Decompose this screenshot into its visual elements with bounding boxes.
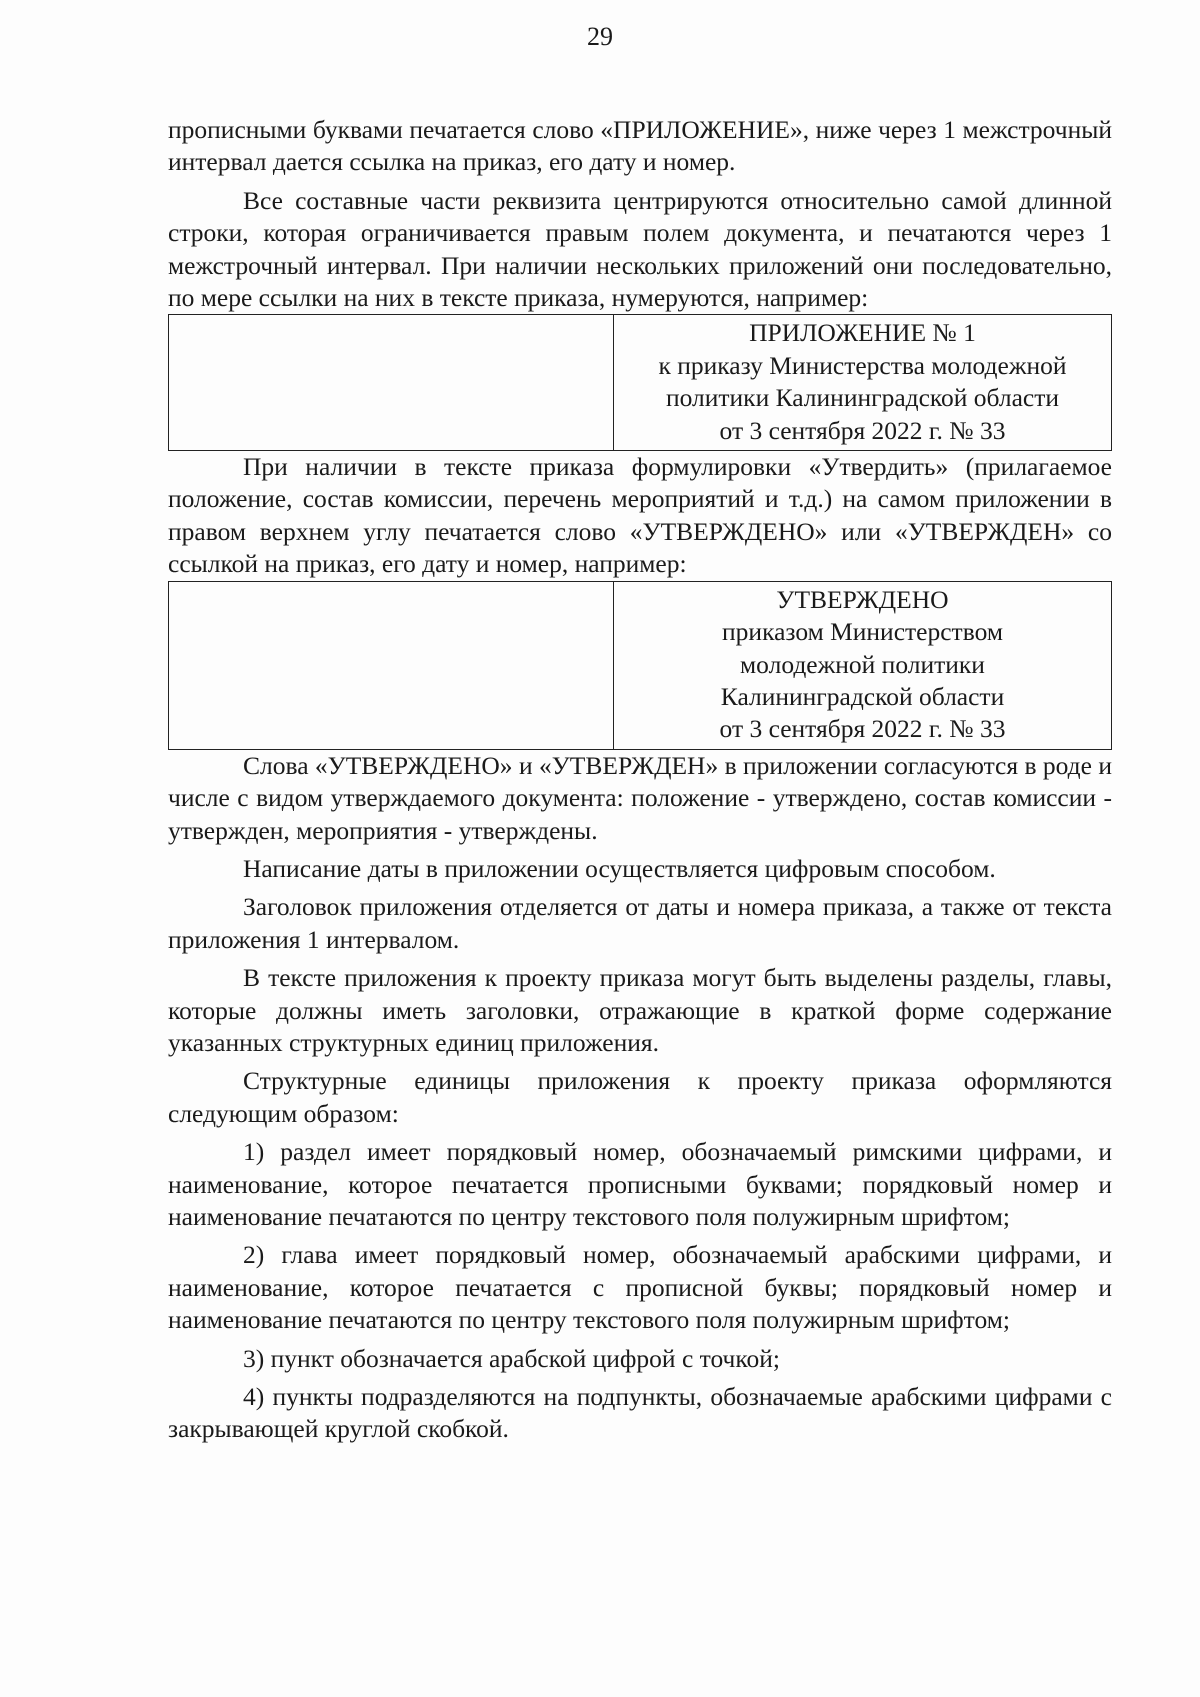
paragraph-continuation: прописными буквами печатается слово «ПРИЛОЖЕНИЕ», ниже через 1 межстрочный интервал дается ссылка на приказ, его дату и номер. bbox=[168, 115, 1112, 177]
approved-date-line: от 3 сентября 2022 г. № 33 bbox=[719, 714, 1006, 744]
example-approved-table bbox=[168, 581, 1112, 750]
paragraph-approve-wording: При наличии в тексте приказа формулировки «Утвердить» (прилагаемое положение, состав комиссии, перечень мероприятий и т.д.) на самом приложении в правом верхнем углу печатается слово «УТВЕРЖДЕНО» или «УТВЕРЖДЕН» со ссылкой на приказ, его дату и номер, например: bbox=[168, 452, 1112, 579]
list-item-chapter: 2) глава имеет порядковый номер, обозначаемый арабскими цифрами, и наименование, которое печатается с прописной буквы; порядковый номер и наименование печатаются по центру текстового поля полужирным шрифтом; bbox=[168, 1240, 1112, 1335]
list-item-subpoint: 4) пункты подразделяются на подпункты, обозначаемые арабскими цифрами с закрывающей круглой скобкой. bbox=[168, 1382, 1112, 1444]
paragraph-agreement: Слова «УТВЕРЖДЕНО» и «УТВЕРЖДЕН» в приложении согласуются в роде и числе с видом утверждаемого документа: положение - утверждено, состав комиссии - утвержден, мероприятия - утверждены. bbox=[168, 750, 1112, 845]
list-item-section: 1) раздел имеет порядковый номер, обозначаемый римскими цифрами, и наименование, которое печатается прописными буквами; порядковый номер и наименование печатаются по центру текстового поля полужирным шрифтом; bbox=[168, 1137, 1112, 1231]
example-appendix-empty-cell bbox=[169, 315, 614, 451]
appendix-heading: ПРИЛОЖЕНИЕ № 1 bbox=[749, 318, 976, 348]
paragraph-requisite-parts: Все составные части реквизита центрируются относительно самой длинной строки, которая ограничивается правым полем документа, и печатаются через 1 межстрочный интервал. При наличии нескольких приложений они последовательно, по мере ссылки на них в тексте приказа, нумеруются, например: bbox=[168, 185, 1112, 313]
page-number: 29 bbox=[587, 22, 613, 51]
appendix-ref-line: политики Калининградской области bbox=[665, 383, 1060, 413]
paragraph-heading-spacing: Заголовок приложения отделяется от даты и номера приказа, а также от текста приложения 1 интервалом. bbox=[168, 892, 1112, 954]
paragraph-date-writing: Написание даты в приложении осуществляется цифровым способом. bbox=[243, 853, 996, 883]
example-approved-requisite-cell bbox=[614, 581, 1112, 749]
paragraph-sections: В тексте приложения к проекту приказа могут быть выделены разделы, главы, которые должны иметь заголовки, отражающие в краткой форме содержание указанных структурных единиц приложения. bbox=[168, 963, 1112, 1057]
approved-heading: УТВЕРЖДЕНО bbox=[776, 584, 949, 614]
approved-ref-line: приказом Министерством bbox=[722, 617, 1003, 647]
appendix-date-line: от 3 сентября 2022 г. № 33 bbox=[719, 415, 1006, 445]
approved-ref-line: молодежной политики bbox=[740, 649, 985, 679]
appendix-ref-line: к приказу Министерства молодежной bbox=[658, 350, 1067, 380]
document-body bbox=[168, 114, 1112, 1446]
paragraph-structure-intro: Структурные единицы приложения к проекту приказа оформляются следующим образом: bbox=[168, 1066, 1112, 1128]
approved-ref-line: Калининградской области bbox=[720, 681, 1005, 711]
example-appendix-table bbox=[168, 314, 1112, 451]
list-item-point: 3) пункт обозначается арабской цифрой с точкой; bbox=[243, 1343, 780, 1373]
example-appendix-requisite-cell bbox=[614, 315, 1112, 451]
example-approved-empty-cell bbox=[169, 581, 614, 749]
